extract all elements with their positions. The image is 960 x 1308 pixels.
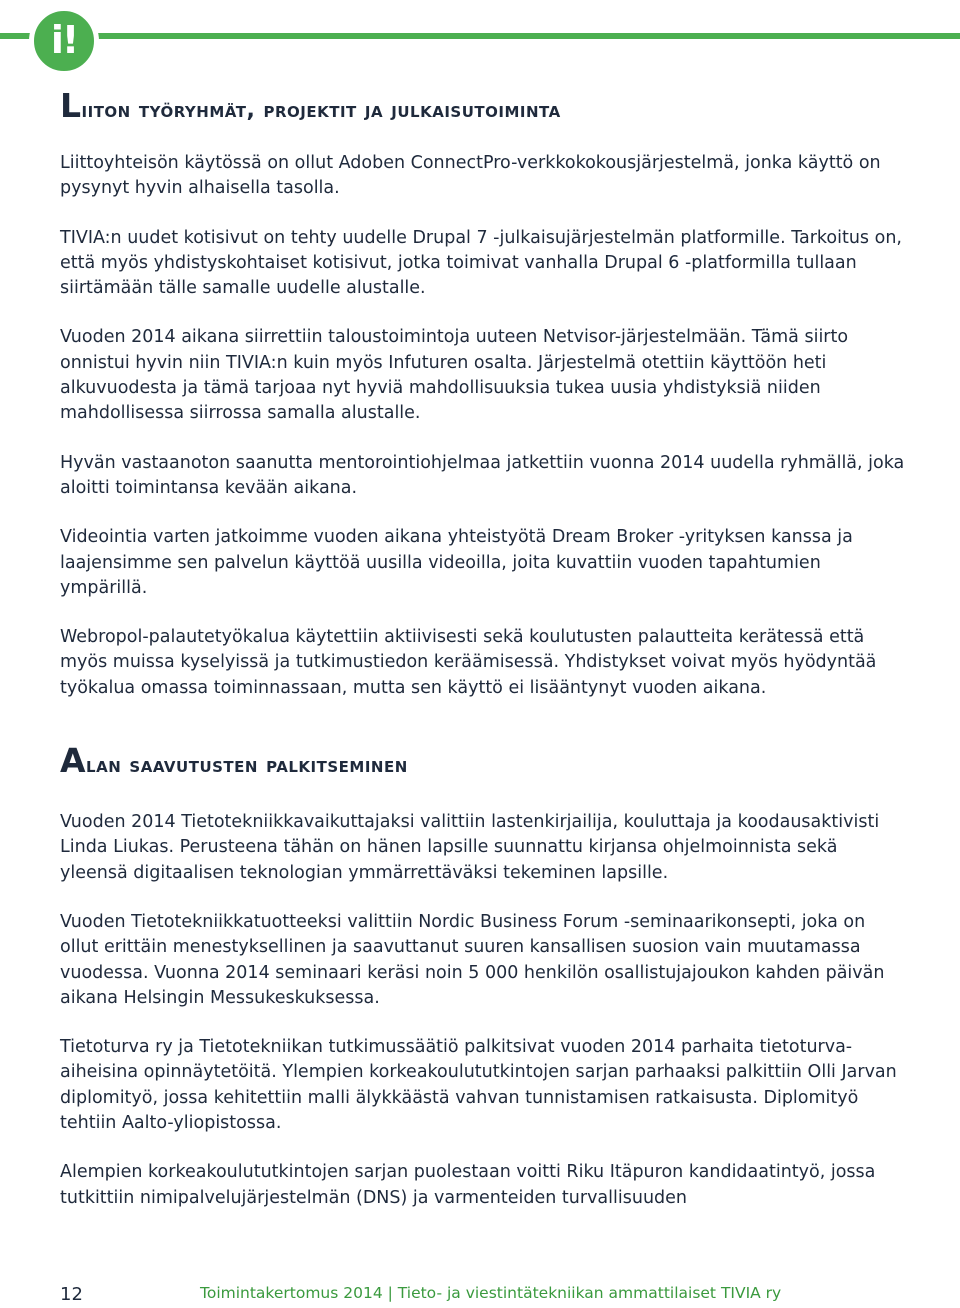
title-rest: lan saavutusten palkitseminen [86, 753, 408, 779]
section-working-groups [60, 82, 905, 701]
tivia-logo [29, 6, 99, 76]
title-initial: L [60, 86, 82, 125]
page-content [60, 82, 905, 1211]
logo-text: i! [50, 18, 78, 62]
header-rule [0, 33, 960, 39]
section-title-awards [60, 737, 905, 790]
paragraph: Alempien korkeakoulututkintojen sarjan puolestaan voitti Riku Itäpuron kandidaatintyö, jossa tutkittiin nimipalvelujärjestelmän (DNS) ja varmenteiden turvallisuuden [60, 1162, 876, 1208]
paragraph: Vuoden 2014 Tietotekniikkavaikuttajaksi valittiin lastenkirjailija, kouluttaja ja koodausaktivisti Linda Liukas. Perusteena tähän on hänen lapsille suunnattu kirjansa ohjelmoinnista sekä yleensä digitaalisen teknologian ymmärrettäväksi tekeminen lapsille. [60, 812, 880, 883]
paragraph: Webropol-palautetyökalua käytettiin aktiivisesti sekä koulutusten palautteita kerätessä että myös muissa kyselyissä ja tutkimustiedon keräämisessä. Yhdistykset voivat myös hyödyntää työkalua omassa toiminnassaan, mutta sen käyttö ei lisääntynyt vuoden aikana. [60, 627, 877, 698]
page-number: 12 [60, 1284, 83, 1305]
paragraph: Vuoden Tietotekniikkatuotteeksi valittiin Nordic Business Forum -seminaarikonsepti, joka on ollut erittäin menestyksellinen ja saavuttanut suuren kansallisen suosion vain muutamassa vuodessa. Vuonna 2014 seminaari keräsi noin 5 000 henkilön osallistujajoukon kahden päivän aikana Helsingin Messukeskuksessa. [60, 911, 885, 1008]
paragraph: Vuoden 2014 aikana siirrettiin taloustoimintoja uuteen Netvisor-järjestelmään. Tämä siirto onnistui hyvin niin TIVIA:n kuin myös Infuturen osalta. Järjestelmä otettiin käyttöön heti alkuvuodesta ja tämä tarjoaa nyt hyviä mahdollisuuksia tukea uusia yhdistyksiä niiden mahdollisessa siirrossa samalla alustalle. [60, 327, 849, 424]
section-awards [60, 737, 905, 1211]
title-rest: iiton työryhmät, projektit ja julkaisutoiminta [81, 98, 561, 123]
paragraph: Liittoyhteisön käytössä on ollut Adoben ConnectPro-verkkokokousjärjestelmä, jonka käyttö on pysynyt hyvin alhaisella tasolla. [60, 153, 881, 199]
paragraph: Hyvän vastaanoton saanutta mentorointiohjelmaa jatkettiin vuonna 2014 uudella ryhmällä, joka aloitti toimintansa kevään aikana. [60, 452, 905, 498]
footer-text: Toimintakertomus 2014 | Tieto- ja viestintätekniikan ammattilaiset TIVIA ry [200, 1284, 782, 1302]
paragraph: Tietoturva ry ja Tietotekniikan tutkimussäätiö palkitsivat vuoden 2014 parhaita tietoturva-aiheisina opinnäytetöitä. Ylempien korkeakoulututkintojen sarjan parhaaksi palkittiin Olli Jarvan diplomityö, jossa kehitettiin malli älykkäästä vahvan tunnistamisen ratkaisusta. Diplomityö tehtiin Aalto-yliopistossa. [60, 1037, 897, 1134]
section-title-working-groups [60, 82, 905, 135]
paragraph: Videointia varten jatkoimme vuoden aikana yhteistyötä Dream Broker -yrityksen kanssa ja laajensimme sen palvelun käyttöä uusilla videoilla, joita kuvattiin vuoden tapahtumien ympärillä. [60, 527, 853, 598]
header-bar [0, 0, 960, 80]
title-initial: A [60, 741, 87, 781]
paragraph: TIVIA:n uudet kotisivut on tehty uudelle Drupal 7 -julkaisujärjestelmän platformille. Tarkoitus on, että myös yhdistyskohtaiset kotisivut, jotka toimivat vanhalla Drupal 6 -platformilla tullaan siirtämään tälle samalle uudelle alustalle. [60, 227, 902, 299]
page-footer [60, 1284, 905, 1308]
